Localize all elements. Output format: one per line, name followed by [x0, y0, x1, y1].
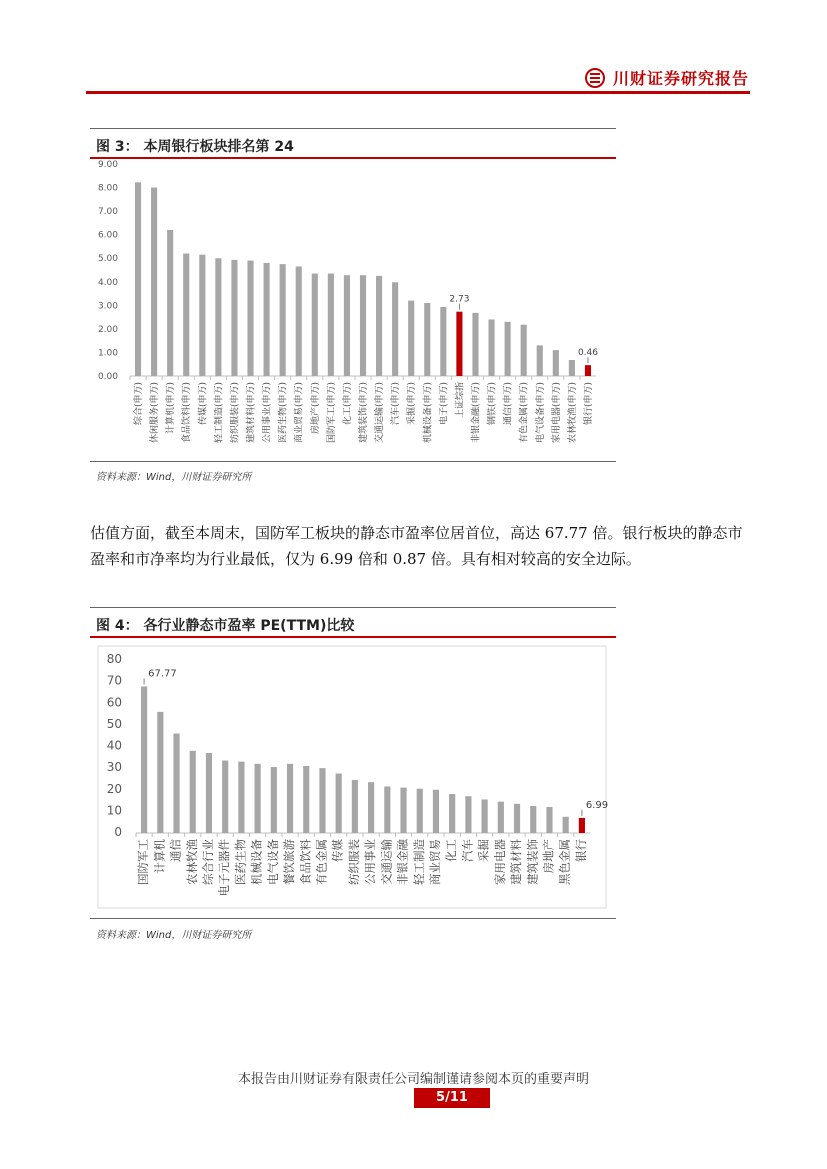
fig4-x-tick-label: 国防军工	[136, 839, 151, 885]
fig4-y-tick-label: 20	[106, 781, 122, 796]
fig4-x-tick-label: 机械设备	[249, 839, 264, 885]
fig4-x-tick-label: 轻工制造	[411, 839, 426, 885]
fig3-x-tick-label: 电子(申万)	[439, 382, 450, 426]
body-paragraph: 估值方面，截至本周末，国防军工板块的静态市盈率位居首位，高达 67.77 倍。银行板块的静态市盈率和市净率均为行业最低，仅为 6.99 倍和 0.87 倍。具有相对较高的安全边际。	[90, 524, 743, 568]
header-brand	[585, 66, 749, 89]
fig3-bar	[472, 313, 478, 376]
fig3-bar	[312, 274, 318, 376]
fig4-bar	[368, 782, 374, 833]
page-number: 5/11	[414, 1088, 490, 1108]
fig3-x-tick-label: 机械设备(申万)	[423, 382, 434, 444]
fig3-y-tick-label: 4.00	[97, 277, 118, 288]
fig4-y-tick-label: 40	[106, 738, 122, 753]
figure4-bottom-rule	[90, 918, 616, 919]
fig3-bar	[424, 303, 430, 376]
fig3-y-tick-label: 1.00	[97, 348, 118, 359]
fig3-x-tick-label: 交通运输(申万)	[375, 382, 386, 444]
fig4-x-tick-label: 黑色金属	[557, 839, 572, 885]
fig3-bar	[151, 188, 157, 376]
fig4-bar	[303, 766, 309, 833]
fig3-bar	[280, 264, 286, 376]
fig4-y-tick-label: 80	[106, 652, 122, 666]
fig4-bar	[579, 818, 585, 833]
fig3-bar	[392, 282, 398, 376]
fig3-bar	[247, 261, 253, 376]
header-divider	[86, 91, 750, 94]
fig3-bar	[488, 319, 494, 376]
fig4-x-tick-label: 商业贸易	[427, 839, 442, 885]
fig4-bar	[173, 734, 179, 833]
fig3-bar	[360, 275, 366, 376]
fig4-x-tick-label: 医药生物	[233, 839, 248, 885]
fig4-bar	[190, 751, 196, 833]
brand-name: 川财证券研究报告	[612, 69, 749, 88]
fig4-x-tick-label: 有色金属	[314, 839, 329, 885]
fig4-x-tick-label: 家用电器	[492, 839, 507, 885]
fig3-data-label: 0.46	[577, 348, 598, 359]
fig4-bar	[482, 799, 488, 833]
fig3-x-tick-label: 通信(申万)	[503, 382, 514, 426]
fig3-x-tick-label: 化工(申万)	[342, 382, 353, 426]
fig4-x-tick-label: 非银金融	[395, 839, 410, 885]
fig4-x-tick-label: 公用事业	[363, 839, 378, 885]
fig3-x-tick-label: 汽车(申万)	[391, 382, 402, 426]
fig4-bar	[319, 768, 325, 833]
figure4-top-rule	[90, 607, 616, 608]
fig3-x-tick-label: 食品饮料(申万)	[182, 382, 193, 444]
fig3-bar	[537, 345, 543, 376]
fig3-bar	[521, 325, 527, 376]
fig4-x-tick-label: 纺织服装	[346, 839, 361, 885]
fig4-x-tick-label: 电气设备	[265, 839, 280, 885]
fig3-bar	[296, 266, 302, 376]
fig4-bar	[255, 764, 261, 833]
fig3-bar	[231, 260, 237, 376]
fig4-bar	[271, 767, 277, 833]
figure3-top-rule	[90, 128, 616, 129]
fig3-x-tick-label: 医药生物(申万)	[278, 382, 289, 444]
fig3-bar	[585, 365, 591, 376]
fig3-x-tick-label: 纺织服装(申万)	[230, 382, 241, 444]
company-logo-icon	[585, 68, 605, 88]
fig3-data-label: 2.73	[449, 294, 470, 305]
fig4-x-tick-label: 化工	[444, 839, 459, 862]
fig4-x-tick-label: 传媒	[330, 839, 345, 862]
fig4-x-tick-label: 食品饮料	[298, 839, 313, 885]
fig4-bar	[546, 807, 552, 833]
fig3-x-tick-label: 传媒(申万)	[198, 382, 209, 426]
fig4-bar	[449, 794, 455, 833]
figure3-title: 图 3： 本周银行板块排名第 24	[96, 139, 294, 155]
fig4-x-tick-label: 餐饮旅游	[282, 839, 297, 885]
fig3-x-tick-label: 公用事业(申万)	[262, 382, 273, 444]
fig3-bar	[215, 258, 221, 376]
fig3-bar	[344, 275, 350, 376]
fig3-bar	[553, 350, 559, 376]
fig3-x-tick-label: 建筑材料(申万)	[246, 382, 257, 444]
fig3-y-tick-label: 0.00	[97, 372, 118, 382]
fig4-x-tick-label: 房地产	[541, 839, 556, 874]
fig4-x-tick-label: 建筑装饰	[525, 839, 540, 885]
fig4-bar	[384, 787, 390, 833]
fig4-x-tick-label: 通信	[168, 839, 183, 862]
fig4-bar	[465, 796, 471, 833]
figure3-bottom-rule	[90, 461, 616, 462]
fig4-x-tick-label: 交通运输	[379, 839, 394, 885]
fig3-bar	[135, 182, 141, 376]
fig3-bar	[264, 263, 270, 376]
fig3-bar	[456, 312, 462, 376]
fig3-bar	[167, 230, 173, 376]
footer-disclaimer: 本报告由川财证券有限责任公司编制谨请参阅本页的重要声明	[237, 1072, 589, 1087]
fig3-bar	[505, 322, 511, 376]
figure4-title-rule	[90, 636, 616, 638]
fig3-y-tick-label: 9.00	[97, 160, 118, 170]
fig3-y-tick-label: 2.00	[97, 324, 118, 335]
fig4-x-tick-label: 采掘	[476, 839, 491, 862]
fig3-bar	[183, 254, 189, 376]
fig3-x-tick-label: 综合(申万)	[134, 382, 145, 426]
fig3-bar	[440, 307, 446, 376]
fig3-x-tick-label: 上证综指	[455, 382, 466, 419]
fig4-y-tick-label: 60	[106, 695, 122, 710]
fig3-bar	[199, 255, 205, 376]
fig3-x-tick-label: 银行(申万)	[583, 382, 594, 426]
fig3-x-tick-label: 房地产(申万)	[310, 382, 321, 435]
figure3-source: 资料来源：Wind，川财证券研究所	[96, 472, 252, 483]
fig3-x-tick-label: 非银金融(申万)	[471, 382, 482, 444]
fig3-y-tick-label: 5.00	[97, 254, 118, 265]
fig4-y-tick-label: 70	[106, 673, 122, 688]
fig4-x-tick-label: 综合行业	[200, 839, 215, 885]
fig4-x-tick-label: 农林牧渔	[184, 839, 199, 885]
fig4-x-tick-label: 银行	[573, 839, 588, 862]
fig3-y-tick-label: 8.00	[97, 183, 118, 194]
fig3-bar	[376, 276, 382, 376]
fig3-bar	[408, 301, 414, 376]
fig4-x-tick-label: 计算机	[152, 839, 167, 874]
fig4-data-label: 67.77	[148, 668, 177, 680]
fig4-bar	[514, 804, 520, 833]
fig4-bar	[530, 806, 536, 833]
fig4-x-tick-label: 汽车	[460, 839, 475, 862]
figure4-title: 图 4： 各行业静态市盈率 PE(TTM)比较	[96, 618, 355, 634]
fig4-x-tick-label: 电子元器件	[217, 839, 232, 897]
figure3-chart	[90, 158, 616, 460]
fig3-x-tick-label: 商业贸易(申万)	[294, 382, 305, 444]
fig3-bar	[569, 360, 575, 376]
fig4-bar	[563, 817, 569, 833]
figure4-chart	[90, 640, 616, 916]
fig4-bar	[287, 764, 293, 833]
fig4-bar	[498, 802, 504, 833]
fig4-x-tick-label: 建筑材料	[509, 839, 524, 885]
fig4-bar	[157, 712, 163, 833]
fig3-y-tick-label: 6.00	[97, 230, 118, 241]
fig3-x-tick-label: 采掘(申万)	[407, 382, 418, 426]
fig4-y-tick-label: 10	[106, 803, 122, 818]
fig3-x-tick-label: 农林牧渔(申万)	[567, 382, 578, 444]
fig3-x-tick-label: 国防军工(申万)	[326, 382, 337, 444]
fig3-x-tick-label: 有色金属(申万)	[519, 382, 530, 444]
fig4-bar	[352, 780, 358, 833]
fig3-y-tick-label: 3.00	[97, 301, 118, 312]
fig3-x-tick-label: 家用电器(申万)	[551, 382, 562, 444]
fig3-x-tick-label: 钢铁(申万)	[487, 382, 498, 426]
fig3-bar	[328, 274, 334, 376]
fig4-bar	[400, 788, 406, 833]
fig3-x-tick-label: 电气设备(申万)	[535, 382, 546, 444]
fig3-x-tick-label: 计算机(申万)	[166, 382, 177, 435]
fig3-x-tick-label: 轻工制造(申万)	[214, 382, 225, 444]
fig4-bar	[141, 686, 147, 833]
fig4-y-tick-label: 30	[106, 760, 122, 775]
fig4-bar	[222, 761, 228, 833]
fig4-bar	[206, 753, 212, 833]
fig4-data-label: 6.99	[585, 799, 609, 811]
fig4-bar	[238, 762, 244, 833]
fig4-bar	[433, 790, 439, 833]
fig3-y-tick-label: 7.00	[97, 207, 118, 218]
fig3-x-tick-label: 建筑装饰(申万)	[359, 382, 369, 444]
fig4-y-tick-label: 0	[114, 825, 122, 839]
fig4-y-tick-label: 50	[106, 716, 122, 731]
figure4-source: 资料来源：Wind，川财证券研究所	[96, 930, 252, 941]
fig3-x-tick-label: 休闲服务(申万)	[150, 382, 161, 444]
fig4-bar	[336, 774, 342, 833]
fig4-bar	[417, 789, 423, 833]
